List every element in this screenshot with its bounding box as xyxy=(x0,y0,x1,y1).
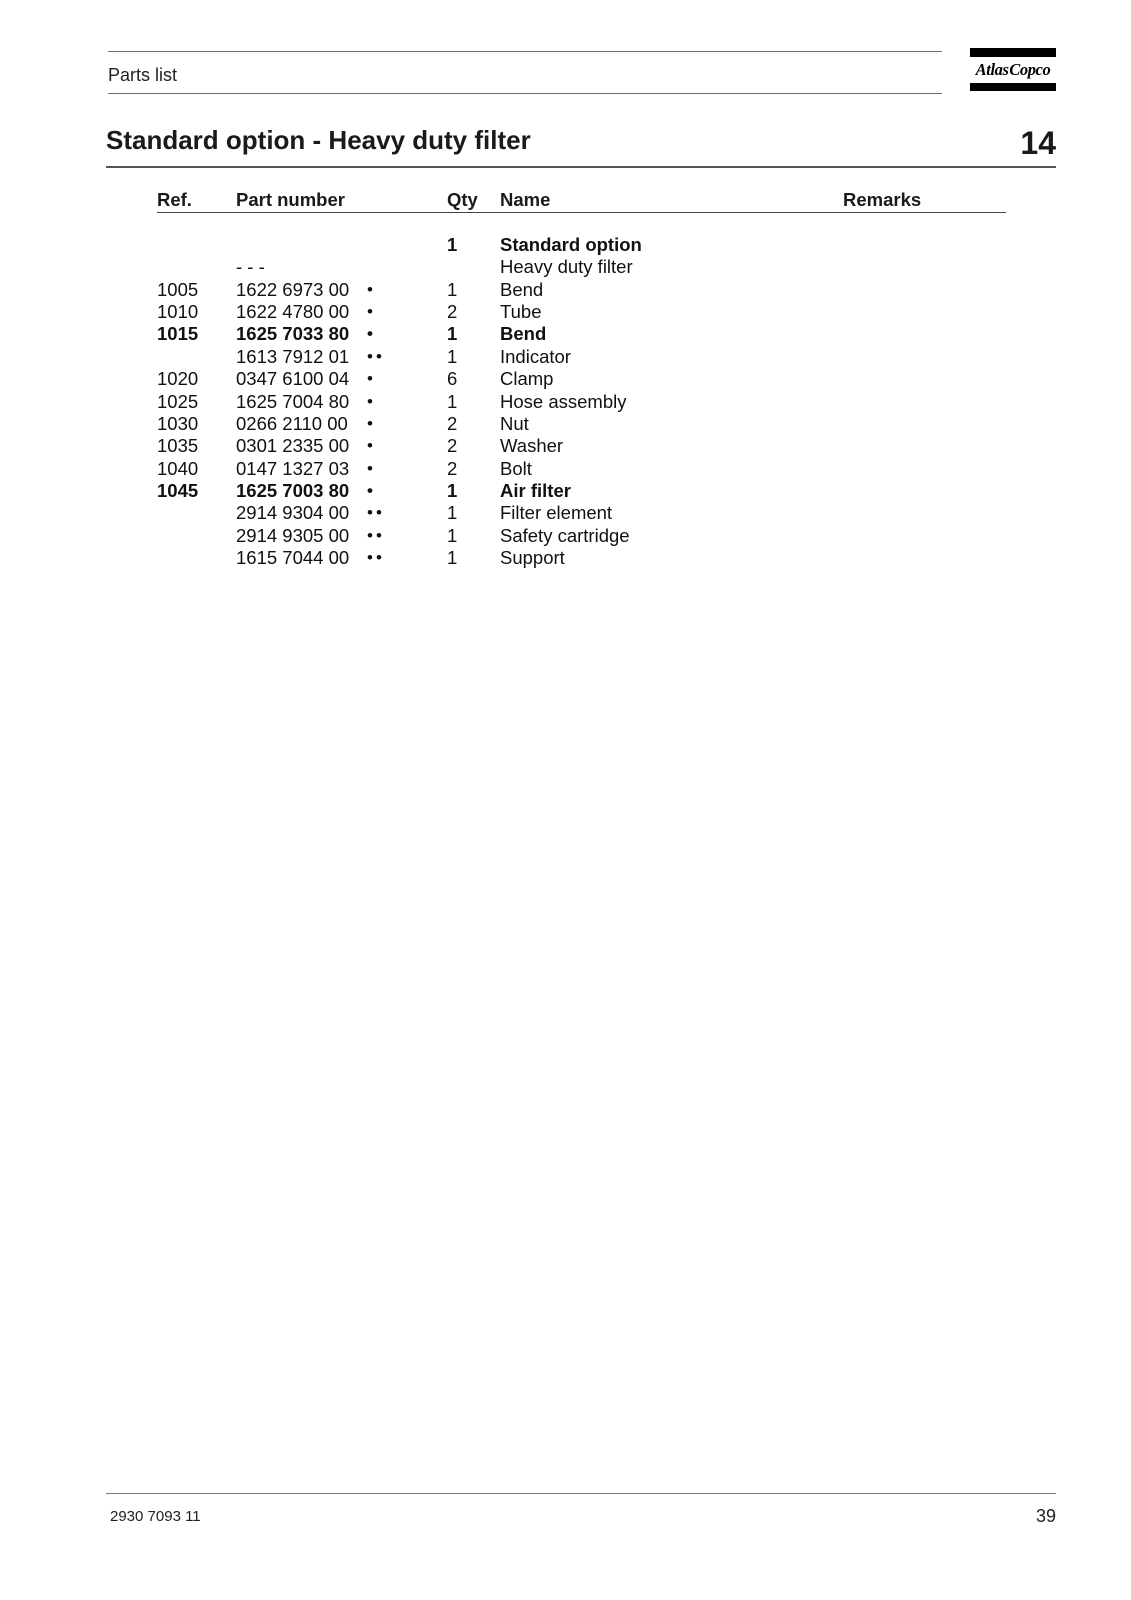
ref-number: 1005 xyxy=(157,278,199,300)
part-number: 1625 7033 80 xyxy=(236,323,350,345)
ref-number: 1035 xyxy=(157,435,199,457)
ref-number: 1040 xyxy=(157,457,199,479)
parts-table-body xyxy=(0,234,1131,574)
table-row xyxy=(0,301,1131,323)
table-row xyxy=(0,413,1131,435)
ref-number: 1030 xyxy=(157,412,199,434)
level-marker: • xyxy=(367,279,376,299)
ref-number: 1045 xyxy=(157,479,199,501)
quantity: 1 xyxy=(447,390,458,412)
ref-number: 1025 xyxy=(157,390,199,412)
part-name: Nut xyxy=(500,412,529,434)
table-header-rule xyxy=(157,212,1006,213)
part-number: 0347 6100 04 xyxy=(236,368,350,390)
level-marker: • xyxy=(367,391,376,411)
table-row xyxy=(0,435,1131,457)
table-row xyxy=(0,323,1131,345)
part-number: 0266 2110 00 xyxy=(236,412,348,434)
part-number: 2914 9304 00 xyxy=(236,502,350,524)
part-name: Standard option xyxy=(500,234,642,255)
table-row xyxy=(0,391,1131,413)
quantity: 2 xyxy=(447,457,458,479)
quantity: 1 xyxy=(447,323,458,345)
part-name: Tube xyxy=(500,301,542,323)
part-name: Washer xyxy=(500,435,564,457)
quantity: 6 xyxy=(447,368,458,390)
quantity: 1 xyxy=(447,524,458,546)
table-row xyxy=(0,502,1131,524)
title-rule xyxy=(106,166,1056,168)
level-marker: •• xyxy=(367,525,385,545)
quantity: 2 xyxy=(447,435,458,457)
level-marker: •• xyxy=(367,548,385,568)
level-marker: •• xyxy=(367,503,385,523)
table-header xyxy=(0,189,1131,211)
part-number: 1622 6973 00 xyxy=(236,278,350,300)
part-name: Bolt xyxy=(500,457,532,479)
page-number: 39 xyxy=(1035,1506,1056,1526)
table-row xyxy=(0,256,1131,278)
part-number: 1613 7912 01 xyxy=(236,345,350,367)
level-marker: • xyxy=(367,302,376,322)
table-row xyxy=(0,547,1131,569)
footer-rule xyxy=(106,1493,1056,1494)
part-number: - - - xyxy=(236,256,265,278)
quantity: 2 xyxy=(447,301,458,323)
level-marker: • xyxy=(367,324,376,344)
quantity: 1 xyxy=(447,479,458,501)
column-header-qty: Qty xyxy=(447,189,478,210)
column-header-ref: Ref. xyxy=(157,189,192,210)
table-row xyxy=(0,525,1131,547)
part-name: Bend xyxy=(500,278,544,300)
logo-bar-bottom xyxy=(970,83,1056,91)
page-title: Standard option - Heavy duty filter xyxy=(106,125,531,155)
part-name: Safety cartridge xyxy=(500,524,630,546)
logo-bar-top xyxy=(970,48,1056,57)
logo-wordmark: Atlas Copco xyxy=(975,60,1051,79)
ref-number: 1020 xyxy=(157,368,199,390)
part-name: Bend xyxy=(500,323,547,345)
part-number: 1622 4780 00 xyxy=(236,301,350,323)
quantity: 1 xyxy=(447,278,458,300)
level-marker: •• xyxy=(367,346,385,366)
part-number: 2914 9305 00 xyxy=(236,524,350,546)
table-row xyxy=(0,480,1131,502)
column-header-part-number: Part number xyxy=(236,189,345,210)
part-number: 1615 7044 00 xyxy=(236,547,350,569)
header-rule-bottom xyxy=(108,93,942,94)
level-marker: • xyxy=(367,458,376,478)
part-name: Clamp xyxy=(500,368,554,390)
table-row xyxy=(0,234,1131,256)
level-marker: • xyxy=(367,369,376,389)
part-name: Support xyxy=(500,547,565,569)
part-number: 0147 1327 03 xyxy=(236,457,350,479)
section-label: Parts list xyxy=(108,65,178,85)
level-marker: • xyxy=(367,413,376,433)
document-number: 2930 7093 11 xyxy=(110,1508,201,1525)
table-row xyxy=(0,279,1131,301)
quantity: 1 xyxy=(447,234,458,255)
part-name: Filter element xyxy=(500,502,613,524)
part-number: 1625 7003 80 xyxy=(236,479,350,501)
table-row xyxy=(0,368,1131,390)
quantity: 1 xyxy=(447,345,458,367)
header-rule-top xyxy=(108,51,942,52)
part-number: 0301 2335 00 xyxy=(236,435,350,457)
part-name: Heavy duty filter xyxy=(500,256,633,278)
table-row xyxy=(0,458,1131,480)
quantity: 1 xyxy=(447,547,458,569)
part-number: 1625 7004 80 xyxy=(236,390,350,412)
chapter-number: 14 xyxy=(1020,125,1056,161)
atlas-copco-logo xyxy=(970,48,1056,92)
column-header-name: Name xyxy=(500,189,551,210)
part-name: Air filter xyxy=(500,479,571,501)
quantity: 2 xyxy=(447,412,458,434)
level-marker: • xyxy=(367,436,376,456)
column-header-remarks: Remarks xyxy=(843,189,922,210)
ref-number: 1015 xyxy=(157,323,199,345)
part-name: Hose assembly xyxy=(500,390,627,412)
table-row xyxy=(0,346,1131,368)
level-marker: • xyxy=(367,480,376,500)
ref-number: 1010 xyxy=(157,301,199,323)
quantity: 1 xyxy=(447,502,458,524)
part-name: Indicator xyxy=(500,345,571,367)
